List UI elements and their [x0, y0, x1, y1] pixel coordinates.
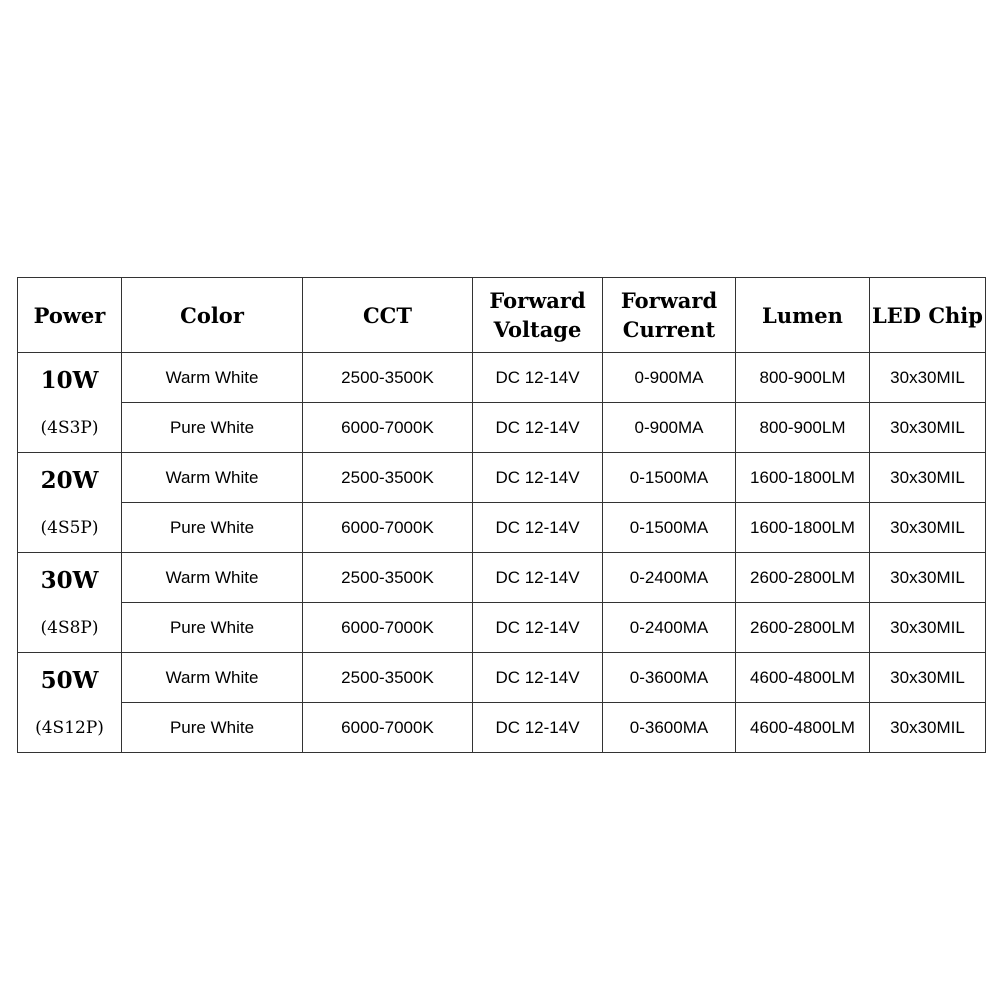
color-cell: Warm White: [122, 453, 303, 503]
led-spec-table: [17, 277, 986, 753]
forward-voltage-cell: DC 12-14V: [473, 353, 603, 403]
power-wattage: 10W: [40, 366, 99, 394]
forward-voltage-cell: DC 12-14V: [473, 603, 603, 653]
power-configuration: (4S12P): [35, 717, 104, 738]
forward-current-cell: 0-3600MA: [603, 653, 736, 703]
cct-cell: 6000-7000K: [303, 603, 473, 653]
forward-current-cell: 0-2400MA: [603, 603, 736, 653]
color-cell: Warm White: [122, 553, 303, 603]
led-chip-cell: 30x30MIL: [870, 703, 986, 753]
power-wattage: 50W: [40, 666, 99, 694]
table-row: [18, 403, 986, 453]
lumen-cell: 2600-2800LM: [736, 603, 870, 653]
power-wattage: 20W: [40, 466, 99, 494]
table-header-row: [18, 278, 986, 353]
cct-cell: 2500-3500K: [303, 453, 473, 503]
lumen-cell: 1600-1800LM: [736, 453, 870, 503]
forward-voltage-cell: DC 12-14V: [473, 503, 603, 553]
cct-cell: 2500-3500K: [303, 553, 473, 603]
forward-current-cell: 0-900MA: [603, 403, 736, 453]
power-configuration: (4S5P): [40, 517, 99, 538]
forward-voltage-cell: DC 12-14V: [473, 453, 603, 503]
forward-current-cell: 0-1500MA: [603, 503, 736, 553]
power-cell: [18, 653, 122, 753]
forward-voltage-cell: DC 12-14V: [473, 403, 603, 453]
lumen-cell: 1600-1800LM: [736, 503, 870, 553]
table-body: [18, 353, 986, 753]
forward-voltage-cell: DC 12-14V: [473, 553, 603, 603]
forward-current-cell: 0-3600MA: [603, 703, 736, 753]
led-chip-cell: 30x30MIL: [870, 403, 986, 453]
forward-current-cell: 0-900MA: [603, 353, 736, 403]
power-configuration: (4S3P): [40, 417, 99, 438]
forward-voltage-cell: DC 12-14V: [473, 703, 603, 753]
led-chip-cell: 30x30MIL: [870, 553, 986, 603]
header-color: Color: [122, 278, 303, 353]
lumen-cell: 4600-4800LM: [736, 703, 870, 753]
power-wattage: 30W: [40, 566, 99, 594]
cct-cell: 6000-7000K: [303, 403, 473, 453]
table-row: [18, 503, 986, 553]
color-cell: Pure White: [122, 603, 303, 653]
header-cct: CCT: [303, 278, 473, 353]
table-row: [18, 453, 986, 503]
table-row: [18, 553, 986, 603]
cct-cell: 6000-7000K: [303, 703, 473, 753]
table-row: [18, 703, 986, 753]
color-cell: Pure White: [122, 703, 303, 753]
led-chip-cell: 30x30MIL: [870, 503, 986, 553]
color-cell: Pure White: [122, 403, 303, 453]
header-forward-voltage: Forward Voltage: [473, 278, 603, 353]
led-chip-cell: 30x30MIL: [870, 653, 986, 703]
header-power: Power: [18, 278, 122, 353]
table-row: [18, 603, 986, 653]
header-led-chip: LED Chip: [870, 278, 986, 353]
header-forward-current: Forward Current: [603, 278, 736, 353]
lumen-cell: 800-900LM: [736, 353, 870, 403]
color-cell: Pure White: [122, 503, 303, 553]
power-cell: [18, 553, 122, 653]
lumen-cell: 4600-4800LM: [736, 653, 870, 703]
power-configuration: (4S8P): [40, 617, 99, 638]
table-row: [18, 653, 986, 703]
forward-current-cell: 0-1500MA: [603, 453, 736, 503]
forward-current-cell: 0-2400MA: [603, 553, 736, 603]
header-lumen: Lumen: [736, 278, 870, 353]
color-cell: Warm White: [122, 353, 303, 403]
forward-voltage-cell: DC 12-14V: [473, 653, 603, 703]
cct-cell: 2500-3500K: [303, 353, 473, 403]
table-row: [18, 353, 986, 403]
power-cell: [18, 353, 122, 453]
lumen-cell: 2600-2800LM: [736, 553, 870, 603]
cct-cell: 6000-7000K: [303, 503, 473, 553]
lumen-cell: 800-900LM: [736, 403, 870, 453]
led-chip-cell: 30x30MIL: [870, 353, 986, 403]
power-cell: [18, 453, 122, 553]
cct-cell: 2500-3500K: [303, 653, 473, 703]
led-chip-cell: 30x30MIL: [870, 603, 986, 653]
color-cell: Warm White: [122, 653, 303, 703]
led-chip-cell: 30x30MIL: [870, 453, 986, 503]
